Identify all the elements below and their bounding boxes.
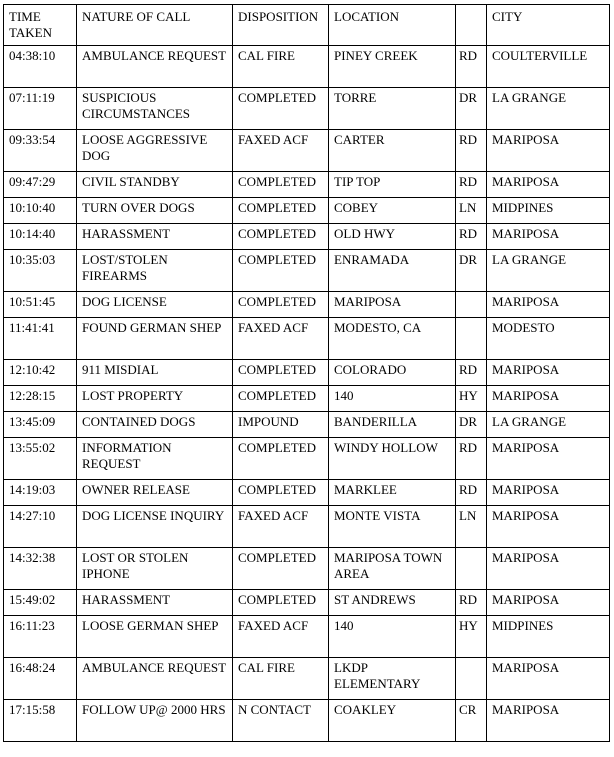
cell-disposition: FAXED ACF [233,130,329,172]
cell-time: 16:11:23 [4,616,77,658]
cell-city: MARIPOSA [487,548,610,590]
table-row [4,480,610,506]
cell-city: COULTERVILLE [487,46,610,88]
header-nature-of-call: NATURE OF CALL [77,5,233,46]
table-row [4,386,610,412]
cell-city: MARIPOSA [487,224,610,250]
cell-city: LA GRANGE [487,88,610,130]
cell-location: 140 [329,386,456,412]
cell-time: 12:10:42 [4,360,77,386]
cell-nature: LOST PROPERTY [77,386,233,412]
table-row [4,360,610,386]
cell-suffix [456,658,487,700]
table-row [4,412,610,438]
cell-location: MARIPOSA [329,292,456,318]
table-row [4,658,610,700]
cell-location: ST ANDREWS [329,590,456,616]
cell-suffix: LN [456,198,487,224]
cell-suffix: HY [456,616,487,658]
header-location: LOCATION [329,5,456,46]
cell-disposition: COMPLETED [233,198,329,224]
cell-city: LA GRANGE [487,412,610,438]
cell-nature: FOUND GERMAN SHEP [77,318,233,360]
cell-time: 04:38:10 [4,46,77,88]
table-row [4,506,610,548]
cell-nature: OWNER RELEASE [77,480,233,506]
header-time-taken: TIME TAKEN [4,5,77,46]
cell-city: MARIPOSA [487,292,610,318]
cell-nature: 911 MISDIAL [77,360,233,386]
cell-city: MARIPOSA [487,360,610,386]
table-row [4,292,610,318]
header-city: CITY [487,5,610,46]
cell-suffix: RD [456,46,487,88]
table-row [4,318,610,360]
cell-time: 10:10:40 [4,198,77,224]
cell-location: COLORADO [329,360,456,386]
table-header-row [4,5,610,46]
cell-disposition: COMPLETED [233,292,329,318]
cell-location: WINDY HOLLOW [329,438,456,480]
cell-nature: TURN OVER DOGS [77,198,233,224]
cell-nature: DOG LICENSE INQUIRY [77,506,233,548]
cell-city: MARIPOSA [487,700,610,742]
table-row [4,224,610,250]
cell-city: MARIPOSA [487,172,610,198]
cell-disposition: COMPLETED [233,386,329,412]
cell-disposition: COMPLETED [233,224,329,250]
cell-disposition: COMPLETED [233,360,329,386]
cell-time: 09:33:54 [4,130,77,172]
cell-time: 09:47:29 [4,172,77,198]
cell-disposition: COMPLETED [233,172,329,198]
cell-disposition: COMPLETED [233,88,329,130]
cell-nature: CONTAINED DOGS [77,412,233,438]
call-log-document [3,4,610,742]
cell-suffix: RD [456,130,487,172]
cell-suffix: RD [456,172,487,198]
cell-nature: FOLLOW UP@ 2000 HRS [77,700,233,742]
cell-time: 14:19:03 [4,480,77,506]
table-row [4,590,610,616]
cell-suffix: DR [456,250,487,292]
cell-time: 11:41:41 [4,318,77,360]
table-row [4,700,610,742]
cell-disposition: N CONTACT [233,700,329,742]
cell-location: OLD HWY [329,224,456,250]
cell-location: 140 [329,616,456,658]
cell-location: MONTE VISTA [329,506,456,548]
table-row [4,438,610,480]
call-log-table [3,4,610,742]
cell-suffix: CR [456,700,487,742]
cell-time: 10:51:45 [4,292,77,318]
cell-nature: DOG LICENSE [77,292,233,318]
cell-nature: HARASSMENT [77,590,233,616]
cell-city: MARIPOSA [487,590,610,616]
header-disposition: DISPOSITION [233,5,329,46]
cell-city: MARIPOSA [487,480,610,506]
cell-nature: SUSPICIOUS CIRCUMSTANCES [77,88,233,130]
cell-time: 14:32:38 [4,548,77,590]
cell-disposition: COMPLETED [233,480,329,506]
cell-disposition: COMPLETED [233,590,329,616]
table-row [4,198,610,224]
cell-location: MODESTO, CA [329,318,456,360]
cell-disposition: COMPLETED [233,250,329,292]
cell-location: LKDP ELEMENTARY [329,658,456,700]
cell-location: TORRE [329,88,456,130]
cell-time: 10:35:03 [4,250,77,292]
cell-time: 13:55:02 [4,438,77,480]
header-street-suffix [456,5,487,46]
cell-time: 14:27:10 [4,506,77,548]
cell-location: TIP TOP [329,172,456,198]
table-row [4,548,610,590]
cell-location: COBEY [329,198,456,224]
cell-city: MIDPINES [487,616,610,658]
cell-nature: INFORMATION REQUEST [77,438,233,480]
cell-time: 16:48:24 [4,658,77,700]
cell-city: MODESTO [487,318,610,360]
table-row [4,250,610,292]
cell-nature: LOOSE GERMAN SHEP [77,616,233,658]
cell-nature: CIVIL STANDBY [77,172,233,198]
cell-suffix: LN [456,506,487,548]
cell-suffix: HY [456,386,487,412]
cell-suffix: RD [456,590,487,616]
cell-disposition: FAXED ACF [233,616,329,658]
cell-time: 13:45:09 [4,412,77,438]
cell-location: ENRAMADA [329,250,456,292]
cell-time: 15:49:02 [4,590,77,616]
cell-disposition: COMPLETED [233,438,329,480]
cell-location: BANDERILLA [329,412,456,438]
cell-suffix [456,548,487,590]
table-row [4,46,610,88]
cell-city: MIDPINES [487,198,610,224]
cell-location: MARKLEE [329,480,456,506]
cell-time: 07:11:19 [4,88,77,130]
table-row [4,88,610,130]
cell-nature: LOST/STOLEN FIREARMS [77,250,233,292]
cell-city: MARIPOSA [487,438,610,480]
cell-suffix [456,318,487,360]
cell-suffix [456,292,487,318]
cell-time: 12:28:15 [4,386,77,412]
cell-disposition: IMPOUND [233,412,329,438]
cell-suffix: DR [456,88,487,130]
table-row [4,130,610,172]
cell-city: MARIPOSA [487,130,610,172]
cell-location: MARIPOSA TOWN AREA [329,548,456,590]
cell-suffix: RD [456,224,487,250]
cell-suffix: RD [456,480,487,506]
cell-disposition: FAXED ACF [233,318,329,360]
cell-suffix: RD [456,360,487,386]
cell-time: 10:14:40 [4,224,77,250]
cell-suffix: DR [456,412,487,438]
cell-time: 17:15:58 [4,700,77,742]
cell-city: MARIPOSA [487,506,610,548]
cell-nature: HARASSMENT [77,224,233,250]
table-row [4,616,610,658]
cell-disposition: COMPLETED [233,548,329,590]
cell-nature: LOST OR STOLEN IPHONE [77,548,233,590]
cell-disposition: CAL FIRE [233,658,329,700]
cell-nature: AMBULANCE REQUEST [77,658,233,700]
cell-location: COAKLEY [329,700,456,742]
cell-city: MARIPOSA [487,386,610,412]
cell-location: PINEY CREEK [329,46,456,88]
cell-disposition: CAL FIRE [233,46,329,88]
cell-city: MARIPOSA [487,658,610,700]
cell-nature: AMBULANCE REQUEST [77,46,233,88]
cell-nature: LOOSE AGGRESSIVE DOG [77,130,233,172]
cell-suffix: RD [456,438,487,480]
cell-location: CARTER [329,130,456,172]
cell-disposition: FAXED ACF [233,506,329,548]
table-row [4,172,610,198]
cell-city: LA GRANGE [487,250,610,292]
